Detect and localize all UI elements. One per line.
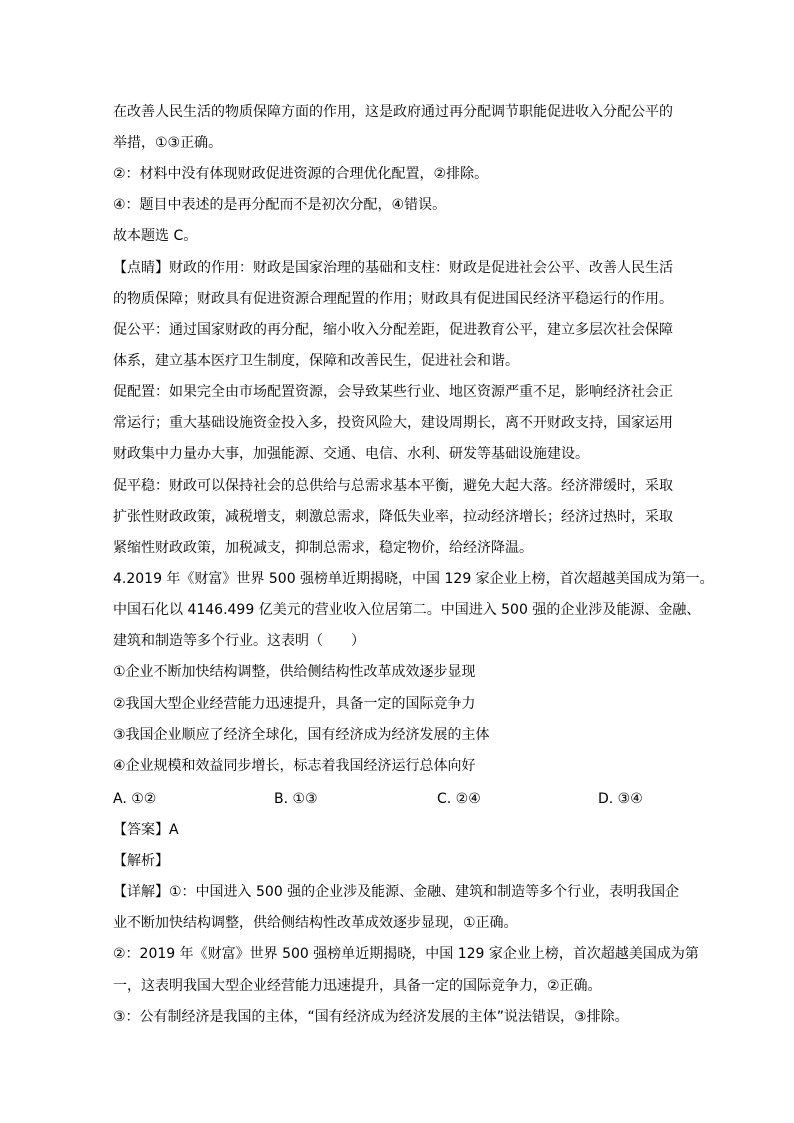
text-line: 一，这表明我国大型企业经营能力迅速提升，具备一定的国际竞争力，②正确。: [113, 978, 602, 994]
text-line: 【详解】①：中国进入 500 强的企业涉及能源、金融、建筑和制造等多个行业，表明我国企: [113, 884, 680, 900]
text-line: 【点睛】财政的作用：财政是国家治理的基础和支柱：财政是促进社会公平、改善人民生活: [113, 260, 673, 276]
text-line: ②：材料中没有体现财政促进资源的合理优化配置，②排除。: [113, 166, 489, 182]
text-line: 常运行；重大基础设施资金投入多，投资风险大，建设周期长，离不开财政支持，国家运用: [113, 415, 673, 431]
option-d: D. ③④: [598, 791, 643, 807]
text-line: 促公平：通过国家财政的再分配，缩小收入分配差距，促进教育公平，建立多层次社会保障: [113, 322, 673, 338]
statement-item: ②我国大型企业经营能力迅速提升，具备一定的国际竞争力: [113, 696, 476, 712]
text-line: 紧缩性财政政策，加税减支，抑制总需求，稳定物价，给经济降温。: [113, 540, 533, 556]
text-line: ③：公有制经济是我国的主体，“国有经济成为经济发展的主体”说法错误，③排除。: [113, 1009, 629, 1025]
text-line: 促配置：如果完全由市场配置资源，会导致某些行业、地区资源严重不足，影响经济社会正: [113, 384, 673, 400]
analysis-heading: 【解析】: [113, 853, 169, 869]
text-line: 故本题选 C。: [113, 228, 198, 244]
option-b: B. ①③: [274, 791, 318, 807]
question-stem: 中国石化以 4146.499 亿美元的营业收入位居第二。中国进入 500 强的企业涉及能源、金融、: [113, 602, 701, 618]
statement-item: ④企业规模和效益同步增长，标志着我国经济运行总体向好: [113, 758, 476, 774]
statement-item: ③我国企业顺应了经济全球化，国有经济成为经济发展的主体: [113, 727, 490, 743]
text-line: 的物质保障；财政具有促进资源合理配置的作用；财政具有促进国民经济平稳运行的作用。: [113, 291, 673, 307]
text-line: 体系，建立基本医疗卫生制度，保障和改善民生，促进社会和谐。: [113, 353, 519, 369]
question-stem: 建筑和制造等多个行业。这表明（ ）: [113, 633, 365, 649]
option-c: C. ②④: [437, 791, 481, 807]
answer-line: 【答案】A: [113, 822, 179, 838]
text-line: 扩张性财政政策，减税增支，刺激总需求，降低失业率，拉动经济增长；经济过热时，采取: [113, 509, 673, 525]
text-line: 举措，①③正确。: [113, 135, 223, 151]
text-line: ④：题目中表述的是再分配而不是初次分配，④错误。: [113, 197, 447, 213]
statement-item: ①企业不断加快结构调整，供给侧结构性改革成效逐步显现: [113, 664, 476, 680]
question-stem: 4.2019 年《财富》世界 500 强榜单近期揭晓，中国 129 家企业上榜，首次超越美国成为第一。: [113, 571, 714, 587]
text-line: 促平稳：财政可以保持社会的总供给与总需求基本平衡，避免大起大落。经济滞缓时，采取: [113, 478, 673, 494]
text-line: 财政集中力量办大事，加强能源、交通、电信、水利、研发等基础设施建设。: [113, 446, 589, 462]
text-line: 业不断加快结构调整，供给侧结构性改革成效逐步显现，①正确。: [113, 915, 518, 931]
option-a: A. ①②: [113, 791, 157, 807]
text-line: ②：2019 年《财富》世界 500 强榜单近期揭晓，中国 129 家企业上榜，首次超越美国成为第: [113, 946, 699, 962]
text-line: 在改善人民生活的物质保障方面的作用，这是政府通过再分配调节职能促进收入分配公平的: [113, 104, 673, 120]
